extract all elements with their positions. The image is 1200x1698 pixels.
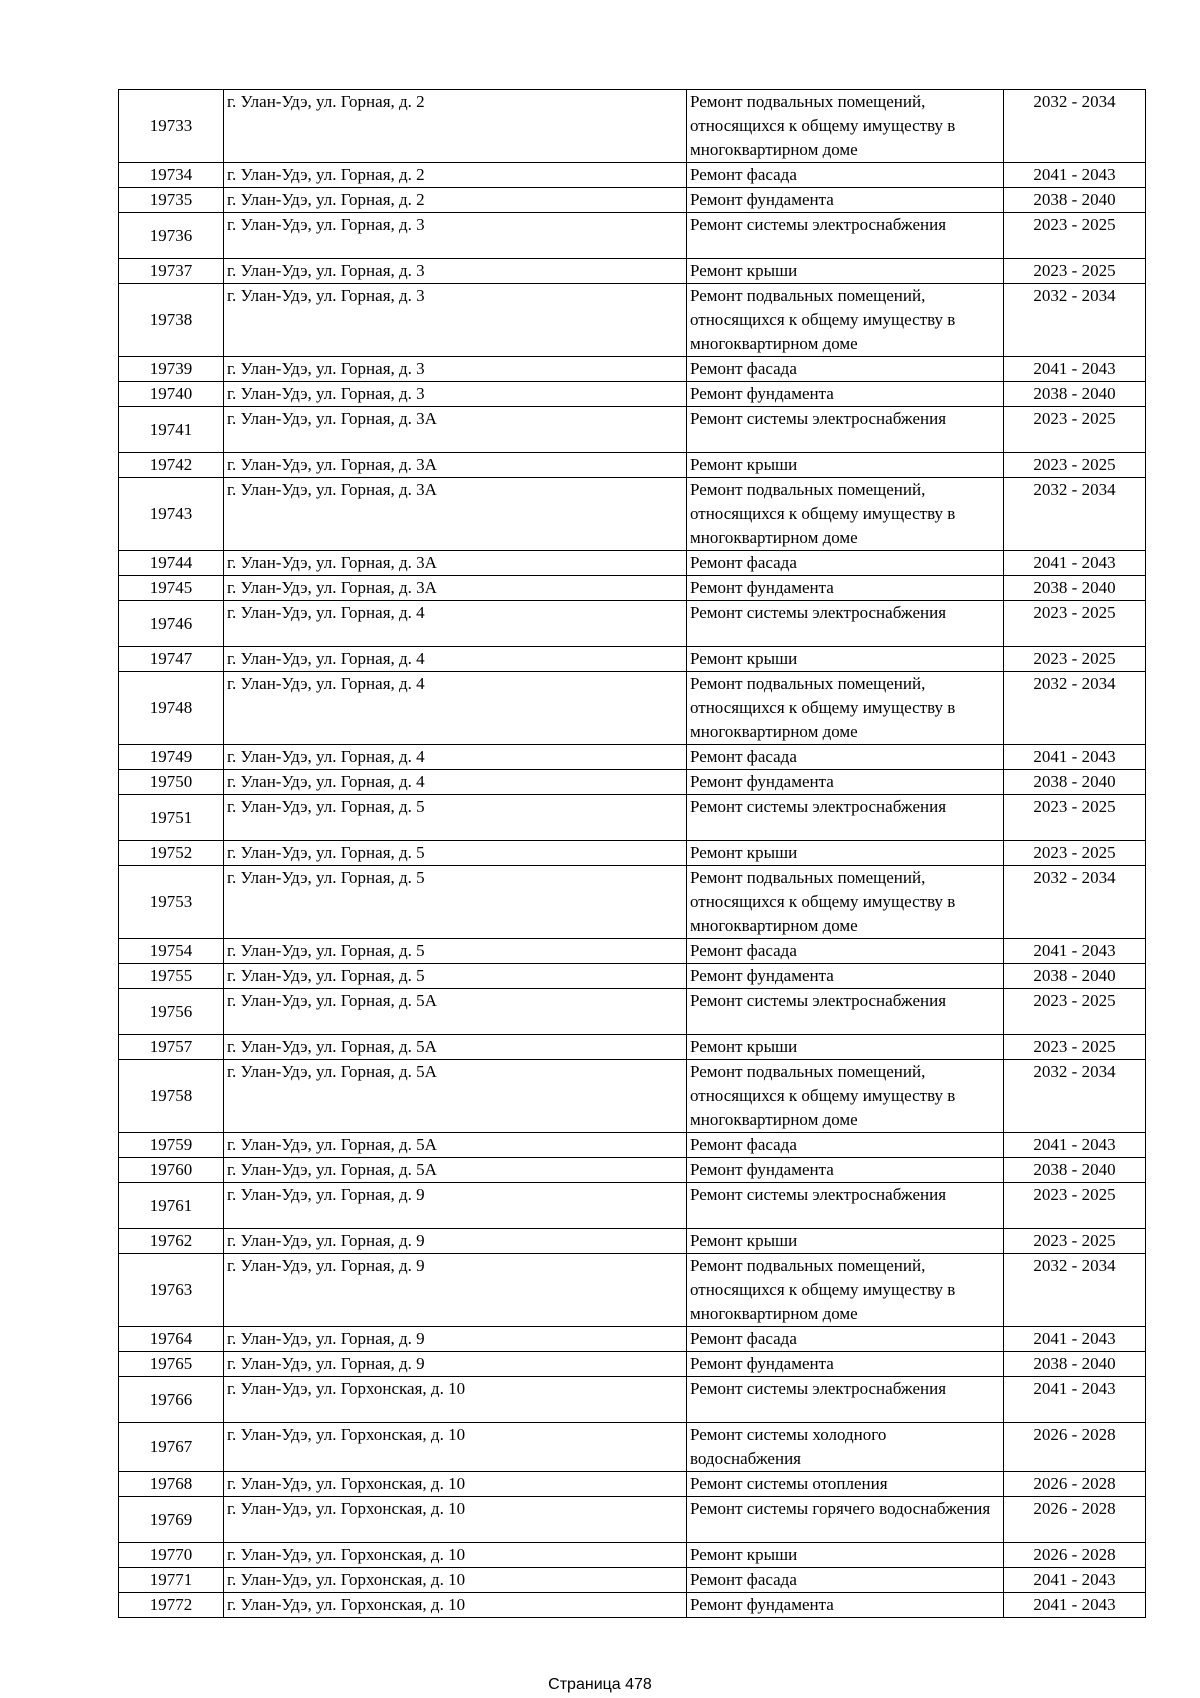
table-row: [119, 1593, 1146, 1618]
address-cell: г. Улан-Удэ, ул. Горная, д. 9: [224, 1254, 687, 1327]
table-row: [119, 1060, 1146, 1133]
table-row: [119, 1568, 1146, 1593]
work-type-cell: Ремонт системы холодного водоснабжения: [687, 1423, 1004, 1472]
work-type-cell: Ремонт крыши: [687, 1035, 1004, 1060]
table-row: [119, 841, 1146, 866]
work-type-cell: Ремонт системы отопления: [687, 1472, 1004, 1497]
row-number-cell: 19755: [119, 964, 224, 989]
address-cell: г. Улан-Удэ, ул. Горная, д. 5А: [224, 1035, 687, 1060]
period-cell: 2038 - 2040: [1004, 382, 1146, 407]
address-cell: г. Улан-Удэ, ул. Горная, д. 2: [224, 188, 687, 213]
work-type-cell: Ремонт подвальных помещений, относящихся к общему имуществу в многоквартирном доме: [687, 866, 1004, 939]
address-cell: г. Улан-Удэ, ул. Горная, д. 5: [224, 795, 687, 841]
table-row: [119, 407, 1146, 453]
work-type-cell: Ремонт фасада: [687, 939, 1004, 964]
table-row: [119, 647, 1146, 672]
address-cell: г. Улан-Удэ, ул. Горная, д. 4: [224, 647, 687, 672]
work-type-cell: Ремонт системы электроснабжения: [687, 1183, 1004, 1229]
row-number-cell: 19749: [119, 745, 224, 770]
work-type-cell: Ремонт фасада: [687, 357, 1004, 382]
address-cell: г. Улан-Удэ, ул. Горхонская, д. 10: [224, 1568, 687, 1593]
table-row: [119, 601, 1146, 647]
address-cell: г. Улан-Удэ, ул. Горная, д. 5А: [224, 1060, 687, 1133]
address-cell: г. Улан-Удэ, ул. Горная, д. 5А: [224, 1158, 687, 1183]
address-cell: г. Улан-Удэ, ул. Горная, д. 3А: [224, 453, 687, 478]
row-number-cell: 19757: [119, 1035, 224, 1060]
address-cell: г. Улан-Удэ, ул. Горная, д. 4: [224, 601, 687, 647]
work-type-cell: Ремонт фундамента: [687, 770, 1004, 795]
period-cell: 2041 - 2043: [1004, 1327, 1146, 1352]
page-number: Страница 478: [548, 1676, 652, 1693]
table-row: [119, 1158, 1146, 1183]
table-row: [119, 745, 1146, 770]
period-cell: 2032 - 2034: [1004, 672, 1146, 745]
table-row: [119, 453, 1146, 478]
work-type-cell: Ремонт фундамента: [687, 1352, 1004, 1377]
table-row: [119, 1543, 1146, 1568]
row-number-cell: 19760: [119, 1158, 224, 1183]
table-row: [119, 1327, 1146, 1352]
address-cell: г. Улан-Удэ, ул. Горная, д. 3А: [224, 407, 687, 453]
address-cell: г. Улан-Удэ, ул. Горная, д. 9: [224, 1229, 687, 1254]
period-cell: 2041 - 2043: [1004, 357, 1146, 382]
row-number-cell: 19771: [119, 1568, 224, 1593]
work-type-cell: Ремонт системы горячего водоснабжения: [687, 1497, 1004, 1543]
row-number-cell: 19770: [119, 1543, 224, 1568]
address-cell: г. Улан-Удэ, ул. Горхонская, д. 10: [224, 1543, 687, 1568]
period-cell: 2032 - 2034: [1004, 478, 1146, 551]
table-row: [119, 90, 1146, 163]
period-cell: 2026 - 2028: [1004, 1472, 1146, 1497]
address-cell: г. Улан-Удэ, ул. Горная, д. 3: [224, 357, 687, 382]
address-cell: г. Улан-Удэ, ул. Горная, д. 4: [224, 770, 687, 795]
table-row: [119, 1497, 1146, 1543]
address-cell: г. Улан-Удэ, ул. Горхонская, д. 10: [224, 1472, 687, 1497]
address-cell: г. Улан-Удэ, ул. Горхонская, д. 10: [224, 1377, 687, 1423]
address-cell: г. Улан-Удэ, ул. Горхонская, д. 10: [224, 1497, 687, 1543]
table-row: [119, 382, 1146, 407]
address-cell: г. Улан-Удэ, ул. Горная, д. 2: [224, 90, 687, 163]
work-type-cell: Ремонт фундамента: [687, 576, 1004, 601]
work-type-cell: Ремонт системы электроснабжения: [687, 407, 1004, 453]
table-row: [119, 1035, 1146, 1060]
row-number-cell: 19766: [119, 1377, 224, 1423]
period-cell: 2023 - 2025: [1004, 453, 1146, 478]
row-number-cell: 19742: [119, 453, 224, 478]
address-cell: г. Улан-Удэ, ул. Горная, д. 2: [224, 163, 687, 188]
row-number-cell: 19735: [119, 188, 224, 213]
period-cell: 2023 - 2025: [1004, 989, 1146, 1035]
address-cell: г. Улан-Удэ, ул. Горхонская, д. 10: [224, 1423, 687, 1472]
row-number-cell: 19764: [119, 1327, 224, 1352]
row-number-cell: 19748: [119, 672, 224, 745]
address-cell: г. Улан-Удэ, ул. Горная, д. 3А: [224, 478, 687, 551]
period-cell: 2026 - 2028: [1004, 1423, 1146, 1472]
row-number-cell: 19743: [119, 478, 224, 551]
period-cell: 2023 - 2025: [1004, 407, 1146, 453]
work-type-cell: Ремонт фундамента: [687, 1593, 1004, 1618]
row-number-cell: 19761: [119, 1183, 224, 1229]
table-row: [119, 1229, 1146, 1254]
address-cell: г. Улан-Удэ, ул. Горная, д. 3: [224, 284, 687, 357]
row-number-cell: 19733: [119, 90, 224, 163]
row-number-cell: 19765: [119, 1352, 224, 1377]
row-number-cell: 19745: [119, 576, 224, 601]
address-cell: г. Улан-Удэ, ул. Горная, д. 9: [224, 1327, 687, 1352]
work-type-cell: Ремонт системы электроснабжения: [687, 989, 1004, 1035]
address-cell: г. Улан-Удэ, ул. Горная, д. 3: [224, 259, 687, 284]
table-row: [119, 1352, 1146, 1377]
table-row: [119, 1377, 1146, 1423]
work-type-cell: Ремонт фасада: [687, 745, 1004, 770]
work-type-cell: Ремонт подвальных помещений, относящихся к общему имуществу в многоквартирном доме: [687, 284, 1004, 357]
table-row: [119, 188, 1146, 213]
period-cell: 2032 - 2034: [1004, 90, 1146, 163]
table-body: [119, 90, 1146, 1618]
period-cell: 2038 - 2040: [1004, 1352, 1146, 1377]
table-row: [119, 284, 1146, 357]
table-row: [119, 795, 1146, 841]
row-number-cell: 19747: [119, 647, 224, 672]
table-row: [119, 259, 1146, 284]
period-cell: 2023 - 2025: [1004, 601, 1146, 647]
address-cell: г. Улан-Удэ, ул. Горная, д. 5: [224, 841, 687, 866]
period-cell: 2023 - 2025: [1004, 1229, 1146, 1254]
table-row: [119, 213, 1146, 259]
table-row: [119, 551, 1146, 576]
period-cell: 2023 - 2025: [1004, 841, 1146, 866]
period-cell: 2041 - 2043: [1004, 551, 1146, 576]
table-row: [119, 866, 1146, 939]
row-number-cell: 19769: [119, 1497, 224, 1543]
work-type-cell: Ремонт фундамента: [687, 382, 1004, 407]
row-number-cell: 19739: [119, 357, 224, 382]
address-cell: г. Улан-Удэ, ул. Горная, д. 4: [224, 672, 687, 745]
table-row: [119, 770, 1146, 795]
work-type-cell: Ремонт крыши: [687, 259, 1004, 284]
period-cell: 2041 - 2043: [1004, 1568, 1146, 1593]
row-number-cell: 19754: [119, 939, 224, 964]
address-cell: г. Улан-Удэ, ул. Горная, д. 3: [224, 213, 687, 259]
period-cell: 2023 - 2025: [1004, 1035, 1146, 1060]
period-cell: 2023 - 2025: [1004, 795, 1146, 841]
address-cell: г. Улан-Удэ, ул. Горная, д. 4: [224, 745, 687, 770]
work-type-cell: Ремонт подвальных помещений, относящихся к общему имуществу в многоквартирном доме: [687, 1254, 1004, 1327]
work-type-cell: Ремонт крыши: [687, 1543, 1004, 1568]
row-number-cell: 19744: [119, 551, 224, 576]
row-number-cell: 19762: [119, 1229, 224, 1254]
table-row: [119, 163, 1146, 188]
period-cell: 2023 - 2025: [1004, 213, 1146, 259]
period-cell: 2038 - 2040: [1004, 964, 1146, 989]
table-row: [119, 939, 1146, 964]
period-cell: 2038 - 2040: [1004, 188, 1146, 213]
row-number-cell: 19767: [119, 1423, 224, 1472]
period-cell: 2038 - 2040: [1004, 770, 1146, 795]
row-number-cell: 19751: [119, 795, 224, 841]
period-cell: 2041 - 2043: [1004, 1593, 1146, 1618]
table-row: [119, 989, 1146, 1035]
address-cell: г. Улан-Удэ, ул. Горная, д. 3: [224, 382, 687, 407]
row-number-cell: 19734: [119, 163, 224, 188]
row-number-cell: 19750: [119, 770, 224, 795]
row-number-cell: 19768: [119, 1472, 224, 1497]
address-cell: г. Улан-Удэ, ул. Горная, д. 5: [224, 866, 687, 939]
period-cell: 2041 - 2043: [1004, 1133, 1146, 1158]
period-cell: 2032 - 2034: [1004, 1060, 1146, 1133]
row-number-cell: 19746: [119, 601, 224, 647]
row-number-cell: 19753: [119, 866, 224, 939]
row-number-cell: 19736: [119, 213, 224, 259]
work-type-cell: Ремонт фасада: [687, 551, 1004, 576]
work-type-cell: Ремонт фасада: [687, 1133, 1004, 1158]
table-row: [119, 1133, 1146, 1158]
table-row: [119, 1423, 1146, 1472]
address-cell: г. Улан-Удэ, ул. Горная, д. 5А: [224, 1133, 687, 1158]
row-number-cell: 19756: [119, 989, 224, 1035]
work-type-cell: Ремонт системы электроснабжения: [687, 795, 1004, 841]
work-type-cell: Ремонт фасада: [687, 1327, 1004, 1352]
work-type-cell: Ремонт крыши: [687, 647, 1004, 672]
period-cell: 2041 - 2043: [1004, 745, 1146, 770]
row-number-cell: 19737: [119, 259, 224, 284]
period-cell: 2041 - 2043: [1004, 1377, 1146, 1423]
work-type-cell: Ремонт фундамента: [687, 964, 1004, 989]
work-type-cell: Ремонт крыши: [687, 453, 1004, 478]
work-type-cell: Ремонт системы электроснабжения: [687, 213, 1004, 259]
row-number-cell: 19738: [119, 284, 224, 357]
work-type-cell: Ремонт подвальных помещений, относящихся к общему имуществу в многоквартирном доме: [687, 90, 1004, 163]
period-cell: 2023 - 2025: [1004, 1183, 1146, 1229]
work-type-cell: Ремонт крыши: [687, 1229, 1004, 1254]
work-type-cell: Ремонт крыши: [687, 841, 1004, 866]
table-row: [119, 576, 1146, 601]
work-type-cell: Ремонт фундамента: [687, 1158, 1004, 1183]
work-type-cell: Ремонт системы электроснабжения: [687, 601, 1004, 647]
period-cell: 2032 - 2034: [1004, 866, 1146, 939]
period-cell: 2026 - 2028: [1004, 1543, 1146, 1568]
period-cell: 2038 - 2040: [1004, 576, 1146, 601]
address-cell: г. Улан-Удэ, ул. Горная, д. 5: [224, 939, 687, 964]
address-cell: г. Улан-Удэ, ул. Горная, д. 9: [224, 1352, 687, 1377]
address-cell: г. Улан-Удэ, ул. Горная, д. 3А: [224, 576, 687, 601]
work-type-cell: Ремонт подвальных помещений, относящихся к общему имуществу в многоквартирном доме: [687, 478, 1004, 551]
works-table: [118, 89, 1146, 1618]
table-row: [119, 357, 1146, 382]
row-number-cell: 19759: [119, 1133, 224, 1158]
period-cell: 2032 - 2034: [1004, 1254, 1146, 1327]
period-cell: 2041 - 2043: [1004, 939, 1146, 964]
period-cell: 2041 - 2043: [1004, 163, 1146, 188]
table-row: [119, 1254, 1146, 1327]
row-number-cell: 19741: [119, 407, 224, 453]
row-number-cell: 19740: [119, 382, 224, 407]
period-cell: 2023 - 2025: [1004, 259, 1146, 284]
period-cell: 2032 - 2034: [1004, 284, 1146, 357]
period-cell: 2026 - 2028: [1004, 1497, 1146, 1543]
period-cell: 2038 - 2040: [1004, 1158, 1146, 1183]
table-row: [119, 1183, 1146, 1229]
work-type-cell: Ремонт системы электроснабжения: [687, 1377, 1004, 1423]
address-cell: г. Улан-Удэ, ул. Горхонская, д. 10: [224, 1593, 687, 1618]
row-number-cell: 19772: [119, 1593, 224, 1618]
work-type-cell: Ремонт фасада: [687, 1568, 1004, 1593]
table-row: [119, 964, 1146, 989]
address-cell: г. Улан-Удэ, ул. Горная, д. 5А: [224, 989, 687, 1035]
table-row: [119, 1472, 1146, 1497]
table-row: [119, 672, 1146, 745]
row-number-cell: 19763: [119, 1254, 224, 1327]
period-cell: 2023 - 2025: [1004, 647, 1146, 672]
address-cell: г. Улан-Удэ, ул. Горная, д. 9: [224, 1183, 687, 1229]
work-type-cell: Ремонт фундамента: [687, 188, 1004, 213]
address-cell: г. Улан-Удэ, ул. Горная, д. 5: [224, 964, 687, 989]
row-number-cell: 19752: [119, 841, 224, 866]
work-type-cell: Ремонт фасада: [687, 163, 1004, 188]
row-number-cell: 19758: [119, 1060, 224, 1133]
address-cell: г. Улан-Удэ, ул. Горная, д. 3А: [224, 551, 687, 576]
table-row: [119, 478, 1146, 551]
work-type-cell: Ремонт подвальных помещений, относящихся к общему имуществу в многоквартирном доме: [687, 1060, 1004, 1133]
work-type-cell: Ремонт подвальных помещений, относящихся к общему имуществу в многоквартирном доме: [687, 672, 1004, 745]
